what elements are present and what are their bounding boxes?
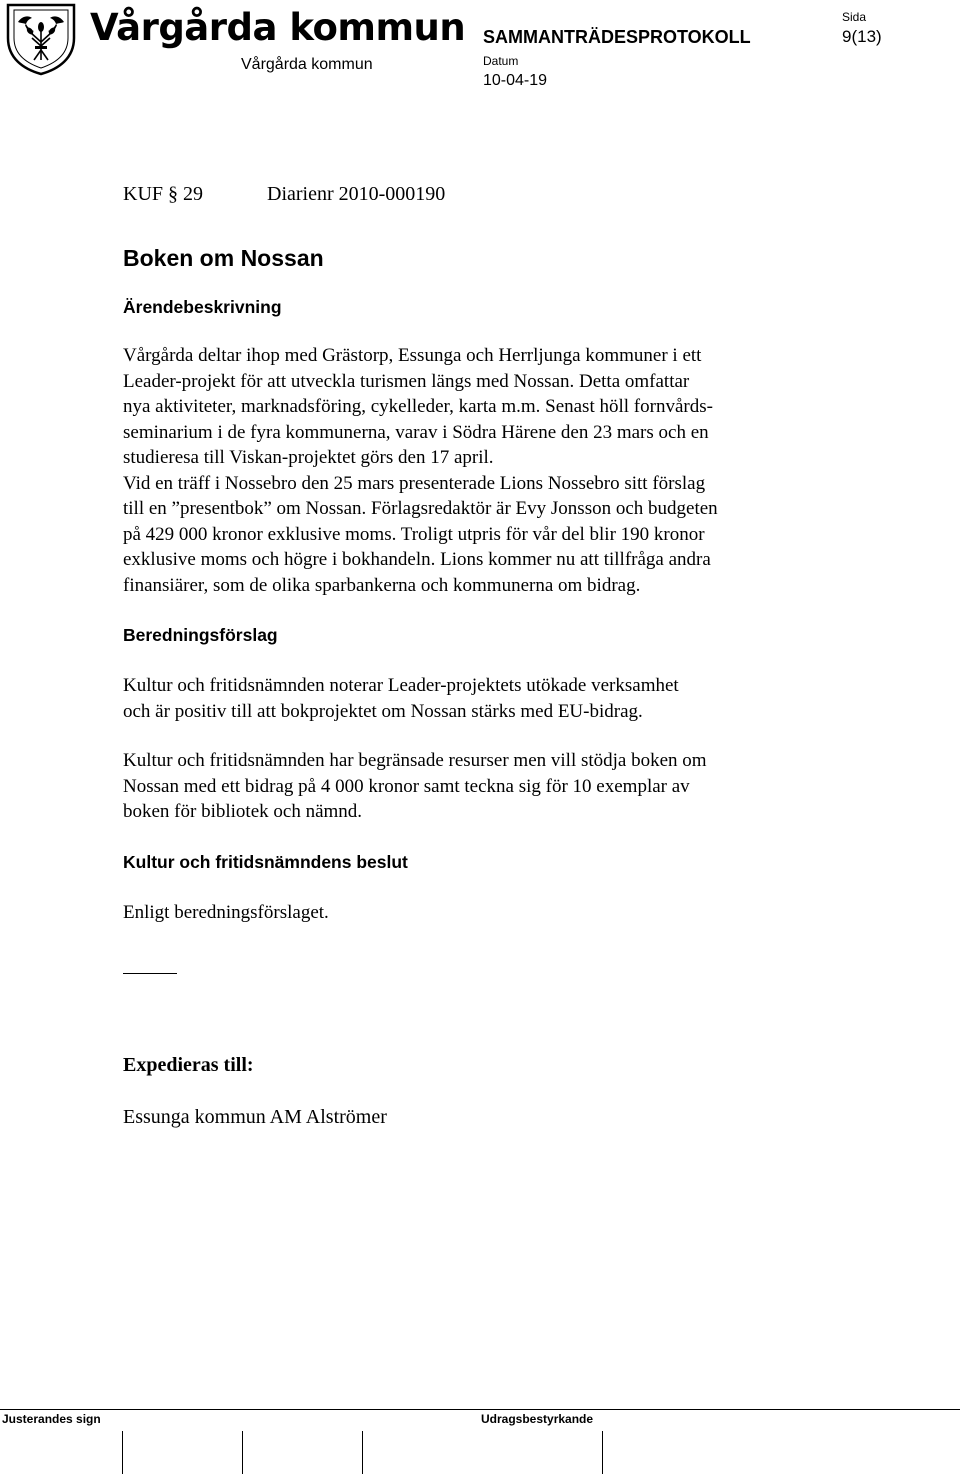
municipal-coat-of-arms-icon <box>4 2 78 76</box>
section-divider <box>123 973 177 974</box>
dispatch-recipients: Essunga kommun AM Alströmer <box>123 1106 387 1128</box>
page-number: 9(13) <box>842 27 882 46</box>
extract-certification-label: Udragsbestyrkande <box>481 1412 594 1426</box>
logo-wordmark: Vårgårda kommun <box>90 6 466 49</box>
signature-box <box>362 1431 363 1474</box>
footer-divider <box>0 1409 960 1410</box>
proposal-paragraph: Kultur och fritidsnämnden noterar Leader-projektets utökade verksamhet och är positiv till att bokprojektet om Nossan stärks med EU-bidrag. <box>123 675 679 722</box>
dispatch-heading: Expedieras till: <box>123 1054 254 1076</box>
decision-text: Enligt beredningsförslaget. <box>123 902 329 923</box>
document-type-title: SAMMANTRÄDESPROTOKOLL <box>483 27 751 47</box>
decision-heading: Kultur och fritidsnämndens beslut <box>123 852 408 872</box>
signature-box <box>602 1431 603 1474</box>
adjuster-signature-label: Justerandes sign <box>2 1412 101 1426</box>
diary-number: Diarienr 2010-000190 <box>267 183 446 205</box>
proposal-heading: Beredningsförslag <box>123 625 278 645</box>
organization-name: Vårgårda kommun <box>241 56 373 73</box>
proposal-paragraph: Kultur och fritidsnämnden har begränsade resurser men vill stödja boken om Nossan med ett bidrag på 4 000 kronor samt teckna sig för 10 exemplar av boken för bibliotek och nämnd. <box>123 750 707 822</box>
description-paragraph: Vårgårda deltar ihop med Grästorp, Essunga och Herrljunga kommuner i ett Leader-projekt för att utveckla turismen längs med Nossan. Detta omfattar nya aktiviteter, marknadsföring, cykelleder, karta m.m. Senast höll fornvårds- seminarium i de fyra kommunerna, varav i Södra Härene den 23 mars och en studieresa till Viskan-projektet görs den 17 april. Vid en träff i Nossebro den 25 mars presenterade Lions Nossebro sitt förslag till en ”presentbok” om Nossan. Förlagsredaktör är Evy Jonsson och budgeten på 429 000 kronor exklusive moms. Troligt utpris för vår del blir 190 kronor exklusive moms och högre i bokhandeln. Lions kommer nu att tillfråga andra finansiärer, som de olika sparbankerna och kommunerna om bidrag. <box>123 345 718 596</box>
page-label: Sida <box>842 10 867 24</box>
signature-box <box>122 1431 123 1474</box>
meeting-date: 10-04-19 <box>483 72 548 89</box>
case-title: Boken om Nossan <box>123 245 324 271</box>
paragraph-reference: KUF § 29 <box>123 183 204 205</box>
description-heading: Ärendebeskrivning <box>123 297 282 317</box>
case-reference-line <box>123 181 833 207</box>
date-label: Datum <box>483 54 519 68</box>
signature-box <box>242 1431 243 1474</box>
